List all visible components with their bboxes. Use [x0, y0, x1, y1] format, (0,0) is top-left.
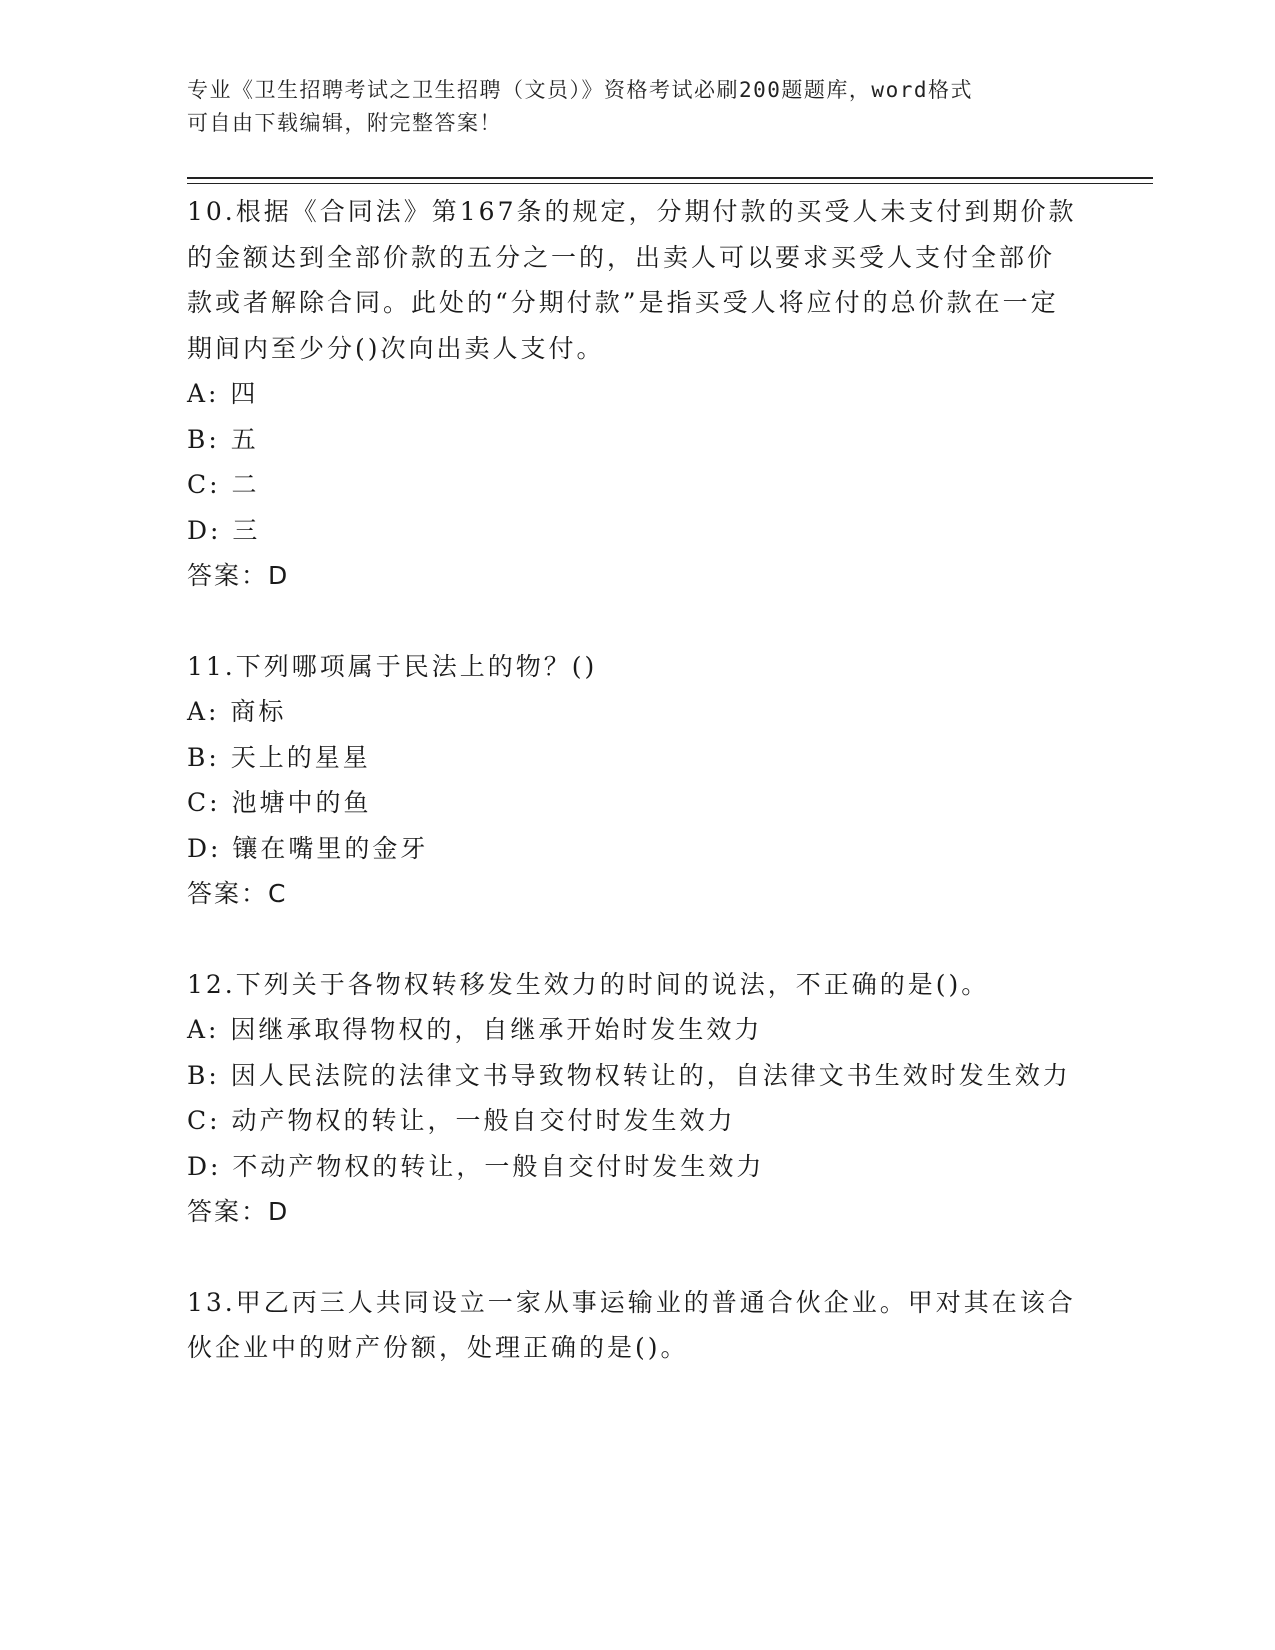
- option-d: D: 不动产物权的转让，一般自交付时发生效力: [187, 1151, 765, 1181]
- document-header: [187, 74, 1067, 140]
- option-b: B: 因人民法院的法律文书导致物权转让的，自法律文书生效时发生效力: [187, 1060, 1071, 1090]
- option-a: A: 四: [187, 379, 259, 408]
- header-divider-thin: [187, 183, 1153, 184]
- option-c: C: 动产物权的转让，一般自交付时发生效力: [187, 1106, 736, 1135]
- option-a: A: 因继承取得物权的，自继承开始时发生效力: [187, 1015, 763, 1044]
- question-12: [187, 962, 1077, 1235]
- question-text: 11.下列哪项属于民法上的物？(): [187, 651, 598, 681]
- answer: 答案：D: [187, 1197, 290, 1226]
- question-text: 12.下列关于各物权转移发生效力的时间的说法，不正确的是()。: [187, 969, 990, 999]
- question-13: [187, 1280, 1077, 1371]
- option-b: B: 天上的星星: [187, 742, 371, 772]
- option-d: D: 镶在嘴里的金牙: [187, 833, 429, 863]
- question-10: [187, 189, 1077, 599]
- option-d: D: 三: [187, 515, 261, 545]
- header-line-1: 专业《卫生招聘考试之卫生招聘（文员）》资格考试必刷200题题库，word格式: [187, 78, 973, 102]
- option-c: C: 池塘中的鱼: [187, 788, 372, 817]
- question-text: 13.甲乙丙三人共同设立一家从事运输业的普通合伙企业。甲对其在该合伙企业中的财产份额，处理正确的是()。: [187, 1287, 1076, 1362]
- question-list: [187, 189, 1077, 1416]
- header-divider-thick: [187, 177, 1153, 179]
- option-a: A: 商标: [187, 697, 287, 726]
- option-b: B: 五: [187, 424, 259, 454]
- question-text: 10.根据《合同法》第167条的规定，分期付款的买受人未支付到期价款的金额达到全部价款的五分之一的，出卖人可以要求买受人支付全部价款或者解除合同。此处的“分期付款”是指买受人将应付的总价款在一定期间内至少分()次向出卖人支付。: [187, 197, 1077, 363]
- answer: 答案：C: [187, 879, 288, 908]
- header-line-2: 可自由下载编辑，附完整答案！: [187, 111, 502, 135]
- answer: 答案：D: [187, 561, 290, 590]
- question-11: [187, 644, 1077, 917]
- option-c: C: 二: [187, 470, 260, 499]
